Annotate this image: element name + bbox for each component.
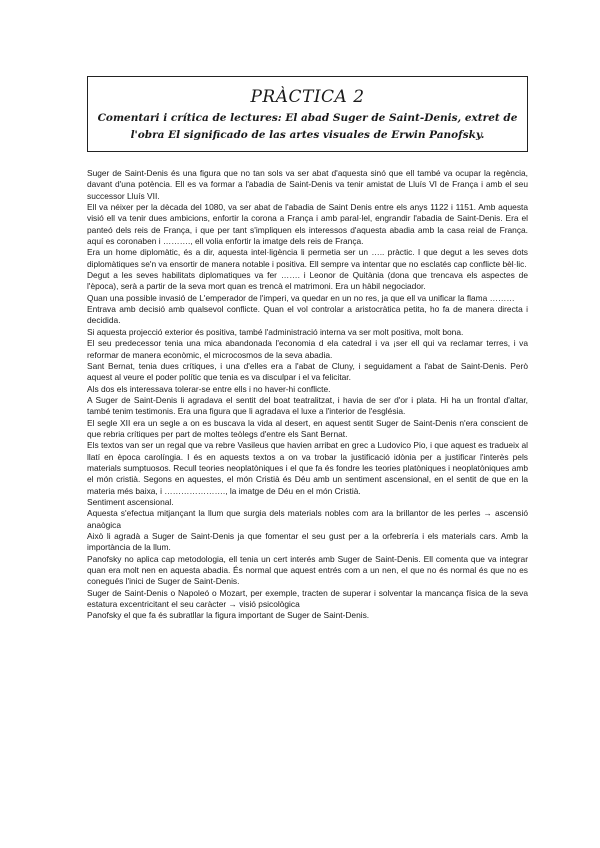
paragraph: Si aquesta projecció exterior és positiva, també l'administració interna va ser molt positiva, molt bona. — [87, 326, 464, 337]
paragraph: Panofsky el que fa és subratllar la figura important de Suger de Saint-Denis. — [87, 610, 370, 621]
paragraph: Degut a les seves habilitats diplomatiques va fer ……. i Leonor de Quitània (dona que trencava els aspectes de l'època), serà a partir de la seva mort quan es trencà el matrimoni. Era un hàbil negociador. — [87, 270, 528, 292]
page-subtitle: Comentari i crítica de lectures: El abad Suger de Saint-Denis, extret de l'obra El significado de las artes visuales de Erwin Panofsky. — [97, 112, 518, 141]
paragraph: El segle XII era un segle a on es buscava la vida al desert, en aquest sentit Suger de Saint-Denis n'era conscient de que rebria crítiques per part de moltes teòlegs d'entre els Sant Bernat. — [87, 417, 528, 439]
page-title: PRÀCTICA 2 — [250, 87, 365, 107]
document-body — [87, 168, 528, 622]
paragraph: Sentiment ascensional. — [87, 496, 174, 507]
paragraph: A Suger de Saint-Denis li agradava el sentit del boat teatralitzat, i havia de ser d'or i plata. Hi ha un frontal d'altar, també tenim testimonis. Era una figura que li agradava el luxe a l'interior de l'església. — [87, 394, 528, 417]
paragraph: El seu predecessor tenia una mica abandonada l'economia d ela catedral i va ¡ser ell qui va reclamar terres, i va reformar de manera econòmic, el microcosmos de la seva abadia. — [87, 338, 528, 360]
paragraph: Sant Bernat, tenia dues crítiques, i una d'elles era a l'abat de Cluny, i seguidament a l'abat de Saint-Denis. Però aquest al veure el poder polític que tenia es va disculpar i el va felicitar. — [87, 360, 528, 383]
paragraph: Això li agradà a Suger de Saint-Denis ja que fomentar el seu gust per a la orfebrería i els materials cars. Amb la importància de la llum. — [87, 531, 528, 553]
title-box — [87, 76, 528, 152]
paragraph: Aquesta s'efectua mitjançant la llum que surgia dels materials nobles com ara la brillantor de les perles → ascensió anaògica — [87, 508, 528, 530]
paragraph: Als dos els interessava tolerar-se entre ells i no haver-hi conflicte. — [87, 383, 331, 394]
paragraph: Quan una possible invasió de L'emperador de l'imperi, va quedar en un no res, ja que ell va unificar la flama ……… — [87, 292, 515, 303]
paragraph: Ell va néixer per la dècada del 1080, va ser abat de l'abadia de Saint Denis entre els anys 1122 i 1151. Amb aquesta visió ell va tenir dues ambicions, enfortir la corona a França i amb paral·lel, engrandir l'abadia de Saint-Denis. Era el panteó dels reis de França, i que per tant s'impliquen els interessos d'aquesta abadia amb la casa reial de França. aquí es coronaben i ………., ell volia enfortir la imatge dels reis de França. — [87, 202, 528, 247]
paragraph: Suger de Saint-Denis o Napoleó o Mozart, per exemple, tracten de superar i solventar la mancança física de la seva estatura excentricitant el seu caràcter → visió psicològica — [87, 587, 528, 610]
paragraph: Panofsky no aplica cap metodologia, ell tenia un cert interés amb Suger de Saint-Denis. Ell comenta que va integrar quan era molt nen en aquesta abadia. És normal que aquest entrés com a un nen, el que no és normal és que no es conegués l'inici de Suger de Saint-Denis. — [87, 553, 528, 587]
paragraph: Entrava amb decisió amb qualsevol conflicte. Quan el vol controlar a aristocràtica petita, ho fa de manera directa i decidida. — [87, 304, 528, 326]
paragraph: Era un home diplomàtic, és a dir, aquesta intel·ligència li permetia ser un ….. pràctic. I que degut a les seves dots diplomàtiques se'n va ensortir de manera notable i positiva. Ell sempre va intentar que no esclatés cap conflicte bèl·lic. — [87, 247, 528, 269]
paragraph: Suger de Saint-Denis és una figura que no tan sols va ser abat d'aquesta sinó que ell també va ocupar la regència, davant d'una potència. Ell es va formar a l'abadia de Saint-Denis va tenir amistat de Lluís VI de França i amb el seu successor Lluís VII. — [87, 168, 528, 201]
paragraph: Els textos van ser un regal que va rebre Vasileus que havien arribat en grec a Ludovico Pio, i que aquest es tradueix al llatí en època carolíngia. I és en aquests textos a on va trobar la justificació idònia per a justificar l'interès pels materials sumptuosos. Recull teories neoplatòniques i el que fa és fondre les teories platòniques i neoplatòniques amb el món cristià. Segons en aquestes, el món Cristià és Déu amb un sentiment ascensional, en el sentit de que en la materia més baixa, i …………………., la imatge de Déu en el món Cristià. — [87, 440, 528, 496]
